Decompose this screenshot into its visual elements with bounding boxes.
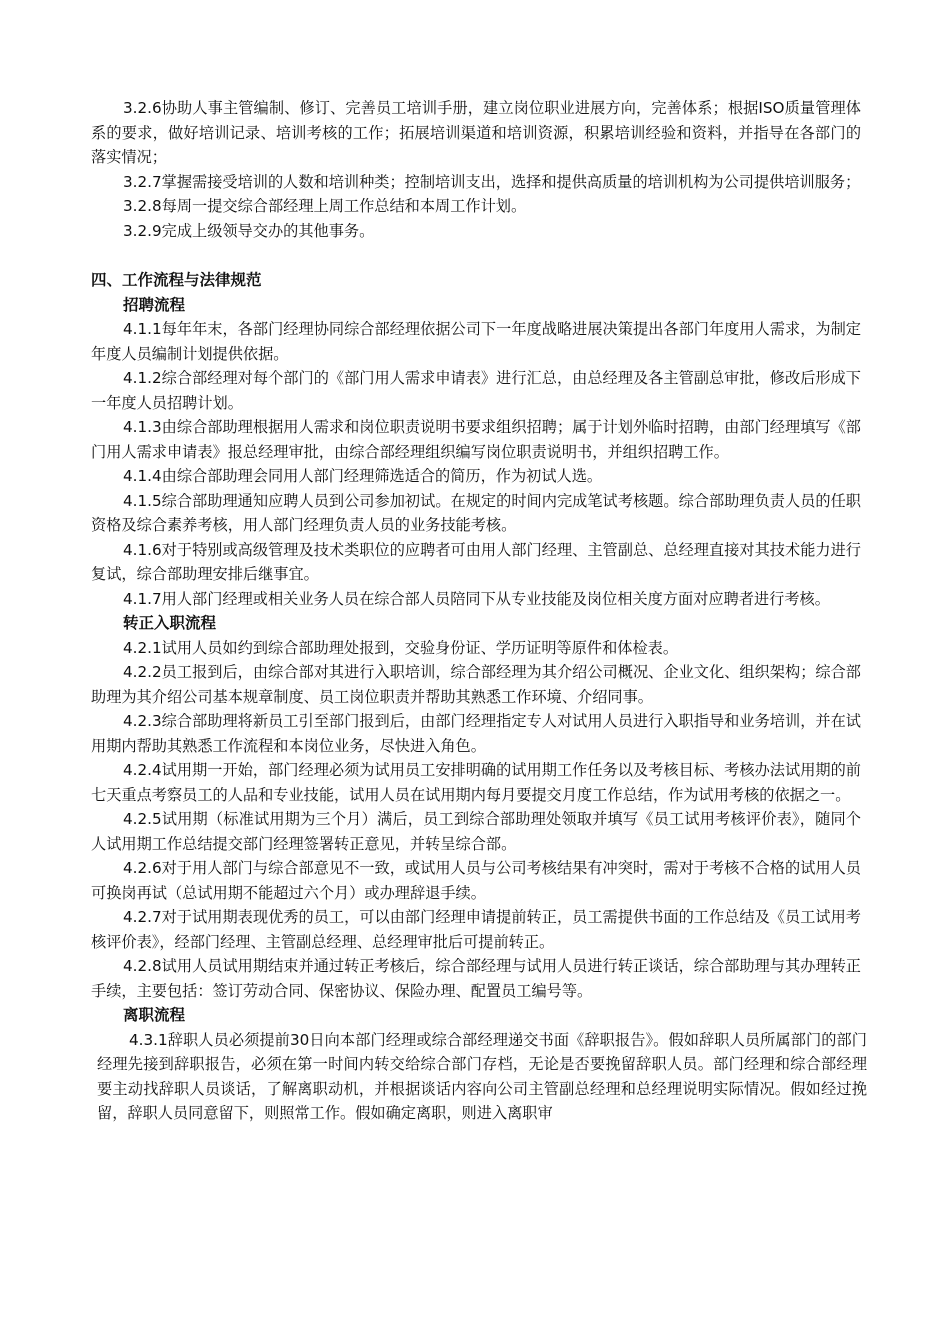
paragraph-4-2-6: 4.2.6对于用人部门与综合部意见不一致，或试用人员与公司考核结果有冲突时，需对于考核不合格的试用人员可换岗再试（总试用期不能超过六个月）或办理辞退手续。 xyxy=(91,859,861,902)
paragraph-4-3-1: 4.3.1辞职人员必须提前30日向本部门经理或综合部经理递交书面《辞职报告》。假如辞职人员所属部门的部门经理先接到辞职报告，必须在第一时间内转交给综合部门存档，无论是否要挽留辞职人员。部门经理和综合部经理要主动找辞职人员谈话，了解离职动机，并根据谈话内容向公司主管副总经理和总经理说明实际情况。假如经过挽留，辞职人员同意留下，则照常工作。假如确定离职，则进入离职审 xyxy=(97,1030,867,1122)
paragraph-3-2-9: 3.2.9完成上级领导交办的其他事务。 xyxy=(123,221,375,240)
paragraph-4-1-6: 4.1.6对于特别或高级管理及技术类职位的应聘者可由用人部门经理、主管副总、总经理直接对其技术能力进行复试，综合部助理安排后继事宜。 xyxy=(91,540,861,583)
subsection-title-recruitment: 招聘流程 xyxy=(123,295,186,314)
paragraph-3-2-7: 3.2.7掌握需接受培训的人数和培训种类；控制培训支出，选择和提供高质量的培训机构为公司提供培训服务； xyxy=(123,172,861,191)
paragraph-4-2-1: 4.2.1试用人员如约到综合部助理处报到，交验身份证、学历证明等原件和体检表。 xyxy=(123,638,679,657)
paragraph-4-1-4: 4.1.4由综合部助理会同用人部门经理筛选适合的简历，作为初试人选。 xyxy=(123,467,603,485)
document-page xyxy=(91,96,867,1126)
paragraph-4-2-8: 4.2.8试用人员试用期结束并通过转正考核后，综合部经理与试用人员进行转正谈话，综合部助理与其办理转正手续，主要包括：签订劳动合同、保密协议、保险办理、配置员工编号等。 xyxy=(91,957,861,1000)
paragraph-3-2-6: 3.2.6协助人事主管编制、修订、完善员工培训手册，建立岗位职业进展方向，完善体系；根据ISO质量管理体系的要求，做好培训记录、培训考核的工作；拓展培训渠道和培训资源，积累培训经验和资料，并指导在各部门的落实情况； xyxy=(91,99,861,166)
paragraph-4-2-4: 4.2.4试用期一开始，部门经理必须为试用员工安排明确的试用期工作任务以及考核目标、考核办法试用期的前七天重点考察员工的人品和专业技能，试用人员在试用期内每月要提交月度工作总结，作为试用考核的依据之一。 xyxy=(91,761,861,804)
paragraph-4-1-7: 4.1.7用人部门经理或相关业务人员在综合部人员陪同下从专业技能及岗位相关度方面对应聘者进行考核。 xyxy=(123,589,830,608)
paragraph-4-2-3: 4.2.3综合部助理将新员工引至部门报到后，由部门经理指定专人对试用人员进行入职指导和业务培训，并在试用期内帮助其熟悉工作流程和本岗位业务，尽快进入角色。 xyxy=(91,712,861,755)
paragraph-4-1-5: 4.1.5综合部助理通知应聘人员到公司参加初试。在规定的时间内完成笔试考核题。综合部助理负责人员的任职资格及综合素养考核，用人部门经理负责人员的业务技能考核。 xyxy=(91,491,861,534)
paragraph-4-1-2: 4.1.2综合部经理对每个部门的《部门用人需求申请表》进行汇总，由总经理及各主管副总审批，修改后形成下一年度人员招聘计划。 xyxy=(91,369,861,412)
paragraph-4-1-1: 4.1.1每年年末，各部门经理协同综合部经理依据公司下一年度战略进展决策提出各部门年度用人需求，为制定年度人员编制计划提供依据。 xyxy=(91,320,861,363)
paragraph-3-2-8: 3.2.8每周一提交综合部经理上周工作总结和本周工作计划。 xyxy=(123,197,527,215)
paragraph-4-2-5: 4.2.5试用期（标准试用期为三个月）满后，员工到综合部助理处领取并填写《员工试用考核评价表》，随同个人试用期工作总结提交部门经理签署转正意见，并转呈综合部。 xyxy=(91,810,861,853)
section-gap xyxy=(91,243,861,268)
section-title-4: 四、工作流程与法律规范 xyxy=(91,271,262,289)
subsection-title-onboarding: 转正入职流程 xyxy=(123,614,217,632)
paragraph-4-2-2: 4.2.2员工报到后，由综合部对其进行入职培训，综合部经理为其介绍公司概况、企业文化、组织架构；综合部助理为其介绍公司基本规章制度、员工岗位职责并帮助其熟悉工作环境、介绍同事。 xyxy=(91,663,861,706)
paragraph-4-1-3: 4.1.3由综合部助理根据用人需求和岗位职责说明书要求组织招聘；属于计划外临时招聘，由部门经理填写《部门用人需求申请表》报总经理审批，由综合部经理组织编写岗位职责说明书，并组织招聘工作。 xyxy=(91,418,861,461)
subsection-title-resignation: 离职流程 xyxy=(123,1006,186,1024)
paragraph-4-2-7: 4.2.7对于试用期表现优秀的员工，可以由部门经理申请提前转正，员工需提供书面的工作总结及《员工试用考核评价表》，经部门经理、主管副总经理、总经理审批后可提前转正。 xyxy=(91,908,861,951)
